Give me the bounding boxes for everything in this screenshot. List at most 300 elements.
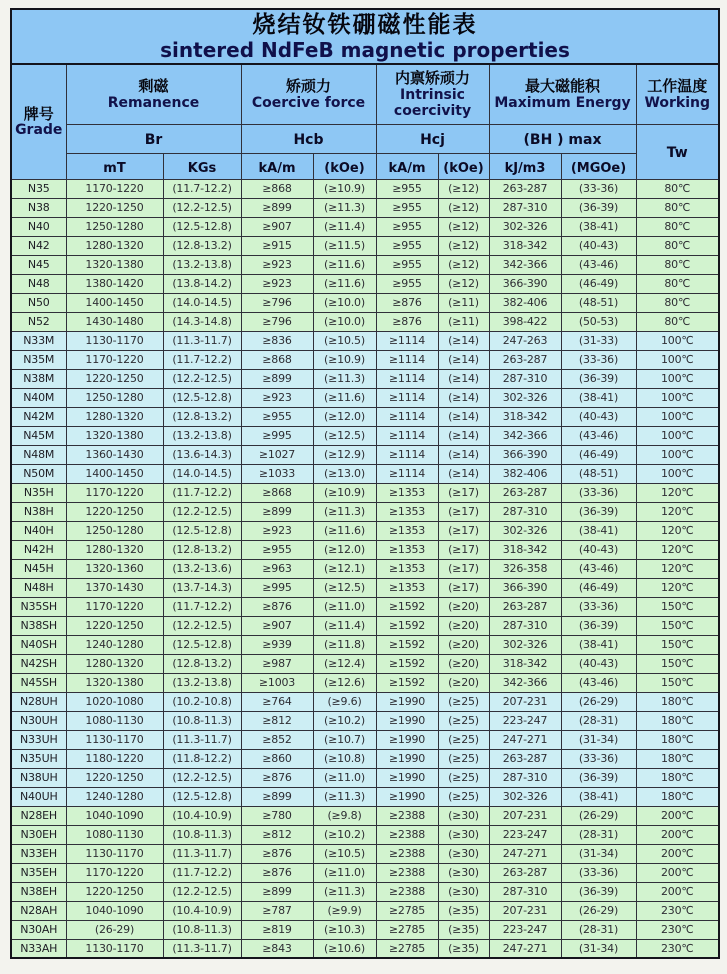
bhmax-mgoe-cell: (26-29) [561,901,636,920]
bhmax-mgoe-cell: (40-43) [561,540,636,559]
hcb-kam-cell: ≥955 [241,407,313,426]
working-temp-cell: 120℃ [636,540,719,559]
grade-cell: N45M [11,426,66,445]
br-kgs-cell: (12.5-12.8) [163,217,241,236]
hcb-koe-cell: (≥11.6) [313,388,376,407]
table-body [11,179,719,958]
br-mt-cell: 1130-1170 [66,844,163,863]
hcb-koe-cell: (≥11.0) [313,768,376,787]
br-kgs-cell: (12.8-13.2) [163,540,241,559]
hcj-koe-cell: (≥12) [438,217,489,236]
br-mt-cell: 1020-1080 [66,692,163,711]
br-kgs-cell: (10.4-10.9) [163,806,241,825]
bhmax-mgoe-cell: (31-34) [561,844,636,863]
br-mt-cell: 1080-1130 [66,711,163,730]
hcj-koe-cell: (≥11) [438,293,489,312]
bhmax-mgoe-cell: (46-49) [561,445,636,464]
table-row [11,692,719,711]
table-row [11,331,719,350]
br-mt-cell: 1320-1380 [66,255,163,274]
table-row [11,312,719,331]
hcj-koe-cell: (≥11) [438,312,489,331]
br-mt-cell: 1360-1430 [66,445,163,464]
hcb-koe-cell: (≥10.8) [313,749,376,768]
grade-cell: N33EH [11,844,66,863]
working-temp-cell: 80℃ [636,179,719,198]
table-row [11,426,719,445]
hcb-koe-cell: (≥10.5) [313,331,376,350]
bhmax-mgoe-cell: (38-41) [561,388,636,407]
hcb-kam-cell: ≥1003 [241,673,313,692]
bhmax-mgoe-cell: (48-51) [561,464,636,483]
br-mt-cell: 1220-1250 [66,502,163,521]
grade-cell: N40SH [11,635,66,654]
hcj-koe-cell: (≥12) [438,274,489,293]
hcb-kam-cell: ≥860 [241,749,313,768]
table-row [11,540,719,559]
unit-bh-mgoe: (MGOe) [561,153,636,179]
br-kgs-cell: (10.8-11.3) [163,825,241,844]
hcb-koe-cell: (≥10.6) [313,939,376,958]
table-row [11,882,719,901]
hcj-koe-cell: (≥14) [438,407,489,426]
bhmax-mgoe-cell: (33-36) [561,483,636,502]
hcb-koe-cell: (≥10.3) [313,920,376,939]
bhmax-mgoe-cell: (33-36) [561,179,636,198]
grade-cell: N30UH [11,711,66,730]
intrinsic-label-zh: 内禀矫顽力 [394,69,470,88]
bhmax-kjm3-cell: 326-358 [489,559,561,578]
table-row [11,654,719,673]
hcj-koe-cell: (≥12) [438,179,489,198]
hcj-koe-cell: (≥12) [438,198,489,217]
hcj-koe-cell: (≥20) [438,616,489,635]
bhmax-kjm3-cell: 223-247 [489,920,561,939]
hcj-koe-cell: (≥17) [438,521,489,540]
hcj-kam-cell: ≥1353 [376,521,438,540]
br-kgs-cell: (11.7-12.2) [163,597,241,616]
bhmax-kjm3-cell: 263-287 [489,350,561,369]
working-label-en: Working [644,94,711,111]
hcj-kam-cell: ≥2785 [376,939,438,958]
hcj-koe-cell: (≥30) [438,844,489,863]
hcj-kam-cell: ≥876 [376,312,438,331]
max-energy-label-en: Maximum Energy [494,94,631,111]
br-kgs-cell: (12.2-12.5) [163,882,241,901]
hcb-koe-cell: (≥11.3) [313,369,376,388]
hcb-koe-cell: (≥10.0) [313,312,376,331]
working-temp-cell: 80℃ [636,312,719,331]
bhmax-kjm3-cell: 342-366 [489,673,561,692]
bhmax-mgoe-cell: (36-39) [561,882,636,901]
br-kgs-cell: (11.7-12.2) [163,483,241,502]
unit-hcb-koe: (kOe) [313,153,376,179]
table-row [11,825,719,844]
bhmax-mgoe-cell: (43-46) [561,255,636,274]
table-row [11,293,719,312]
bhmax-kjm3-cell: 287-310 [489,768,561,787]
hcj-kam-cell: ≥2388 [376,882,438,901]
bhmax-kjm3-cell: 287-310 [489,882,561,901]
br-mt-cell: 1040-1090 [66,806,163,825]
hcb-kam-cell: ≥852 [241,730,313,749]
bhmax-kjm3-cell: 382-406 [489,293,561,312]
hcj-kam-cell: ≥1114 [376,407,438,426]
bhmax-mgoe-cell: (38-41) [561,787,636,806]
bhmax-kjm3-cell: 247-271 [489,730,561,749]
br-mt-cell: (26-29) [66,920,163,939]
bhmax-kjm3-cell: 247-271 [489,939,561,958]
table-row [11,749,719,768]
grade-cell: N40UH [11,787,66,806]
working-temp-cell: 150℃ [636,635,719,654]
br-mt-cell: 1130-1170 [66,331,163,350]
bhmax-kjm3-cell: 318-342 [489,407,561,426]
hcb-kam-cell: ≥836 [241,331,313,350]
hcb-koe-cell: (≥12.9) [313,445,376,464]
hcb-koe-cell: (≥11.4) [313,217,376,236]
hcj-kam-cell: ≥1592 [376,597,438,616]
hcj-koe-cell: (≥14) [438,426,489,445]
table-row [11,559,719,578]
hcj-kam-cell: ≥1114 [376,369,438,388]
coercive-label-zh: 矫顽力 [285,77,331,96]
hcj-koe-cell: (≥17) [438,559,489,578]
header-group-row [11,64,719,124]
br-mt-cell: 1220-1250 [66,369,163,388]
hcj-kam-cell: ≥2388 [376,844,438,863]
bhmax-mgoe-cell: (40-43) [561,236,636,255]
remanence-label-en: Remanence [107,94,200,111]
hcj-kam-cell: ≥1353 [376,540,438,559]
br-kgs-cell: (12.5-12.8) [163,787,241,806]
hcb-kam-cell: ≥987 [241,654,313,673]
br-mt-cell: 1250-1280 [66,217,163,236]
working-temp-cell: 100℃ [636,445,719,464]
bhmax-kjm3-cell: 366-390 [489,578,561,597]
working-temp-cell: 100℃ [636,426,719,445]
br-kgs-cell: (13.8-14.2) [163,274,241,293]
hcb-kam-cell: ≥923 [241,388,313,407]
working-temp-cell: 80℃ [636,293,719,312]
hcb-kam-cell: ≥876 [241,597,313,616]
br-mt-cell: 1180-1220 [66,749,163,768]
working-temp-cell: 200℃ [636,825,719,844]
br-mt-cell: 1380-1420 [66,274,163,293]
hcb-koe-cell: (≥11.0) [313,863,376,882]
hcb-kam-cell: ≥876 [241,844,313,863]
hcb-koe-cell: (≥11.0) [313,597,376,616]
br-kgs-cell: (14.3-14.8) [163,312,241,331]
bhmax-mgoe-cell: (36-39) [561,198,636,217]
hcb-koe-cell: (≥11.3) [313,502,376,521]
hcb-koe-cell: (≥10.2) [313,825,376,844]
br-mt-cell: 1280-1320 [66,236,163,255]
hcb-koe-cell: (≥11.3) [313,787,376,806]
hcb-kam-cell: ≥868 [241,350,313,369]
hcb-kam-cell: ≥764 [241,692,313,711]
working-temp-cell: 100℃ [636,464,719,483]
br-mt-cell: 1170-1220 [66,179,163,198]
unit-hcb-kam: kA/m [241,153,313,179]
working-temp-cell: 80℃ [636,217,719,236]
hcj-kam-cell: ≥1990 [376,768,438,787]
bhmax-kjm3-cell: 207-231 [489,901,561,920]
hcb-koe-cell: (≥9.8) [313,806,376,825]
column-header-coercive-force [241,64,376,124]
hcj-kam-cell: ≥1990 [376,749,438,768]
hcb-koe-cell: (≥11.5) [313,236,376,255]
br-mt-cell: 1240-1280 [66,787,163,806]
br-kgs-cell: (11.7-12.2) [163,350,241,369]
hcj-koe-cell: (≥30) [438,882,489,901]
hcj-koe-cell: (≥14) [438,388,489,407]
hcb-koe-cell: (≥12.4) [313,654,376,673]
hcb-kam-cell: ≥963 [241,559,313,578]
bhmax-mgoe-cell: (33-36) [561,597,636,616]
hcb-koe-cell: (≥11.4) [313,616,376,635]
symbol-tw: Tw [636,124,719,179]
bhmax-mgoe-cell: (48-51) [561,293,636,312]
grade-cell: N38SH [11,616,66,635]
br-kgs-cell: (11.7-12.2) [163,179,241,198]
hcj-kam-cell: ≥955 [376,179,438,198]
br-kgs-cell: (10.8-11.3) [163,920,241,939]
working-temp-cell: 200℃ [636,844,719,863]
table-row [11,673,719,692]
grade-cell: N42 [11,236,66,255]
bhmax-mgoe-cell: (38-41) [561,217,636,236]
br-mt-cell: 1040-1090 [66,901,163,920]
working-temp-cell: 120℃ [636,502,719,521]
grade-cell: N50 [11,293,66,312]
bhmax-mgoe-cell: (31-34) [561,730,636,749]
hcb-kam-cell: ≥899 [241,369,313,388]
br-kgs-cell: (10.4-10.9) [163,901,241,920]
bhmax-kjm3-cell: 263-287 [489,863,561,882]
br-kgs-cell: (12.2-12.5) [163,369,241,388]
bhmax-kjm3-cell: 263-287 [489,749,561,768]
br-kgs-cell: (11.7-12.2) [163,863,241,882]
bhmax-mgoe-cell: (28-31) [561,920,636,939]
working-temp-cell: 180℃ [636,749,719,768]
table-row [11,901,719,920]
hcj-koe-cell: (≥25) [438,787,489,806]
br-mt-cell: 1220-1250 [66,768,163,787]
grade-cell: N38EH [11,882,66,901]
br-mt-cell: 1240-1280 [66,635,163,654]
br-kgs-cell: (12.8-13.2) [163,654,241,673]
br-mt-cell: 1080-1130 [66,825,163,844]
hcb-kam-cell: ≥868 [241,179,313,198]
hcb-kam-cell: ≥868 [241,483,313,502]
hcb-kam-cell: ≥876 [241,768,313,787]
unit-br-kgs: KGs [163,153,241,179]
working-temp-cell: 100℃ [636,331,719,350]
hcb-koe-cell: (≥10.7) [313,730,376,749]
table-row [11,521,719,540]
table-row [11,616,719,635]
working-temp-cell: 180℃ [636,787,719,806]
grade-cell: N35M [11,350,66,369]
column-header-intrinsic-coercivity [376,64,489,124]
br-kgs-cell: (10.2-10.8) [163,692,241,711]
grade-cell: N38UH [11,768,66,787]
bhmax-kjm3-cell: 302-326 [489,388,561,407]
grade-cell: N40 [11,217,66,236]
working-temp-cell: 120℃ [636,559,719,578]
hcb-koe-cell: (≥11.6) [313,521,376,540]
hcj-koe-cell: (≥14) [438,331,489,350]
bhmax-mgoe-cell: (36-39) [561,616,636,635]
hcb-kam-cell: ≥843 [241,939,313,958]
hcb-koe-cell: (≥10.5) [313,844,376,863]
grade-cell: N28UH [11,692,66,711]
hcb-koe-cell: (≥9.6) [313,692,376,711]
bhmax-mgoe-cell: (40-43) [561,407,636,426]
hcb-kam-cell: ≥796 [241,293,313,312]
hcj-kam-cell: ≥1114 [376,350,438,369]
hcb-kam-cell: ≥899 [241,502,313,521]
bhmax-kjm3-cell: 302-326 [489,521,561,540]
max-energy-label-zh: 最大磁能积 [524,77,600,96]
working-temp-cell: 230℃ [636,901,719,920]
br-kgs-cell: (13.2-13.8) [163,426,241,445]
br-mt-cell: 1170-1220 [66,350,163,369]
page-title [11,9,719,64]
br-mt-cell: 1280-1320 [66,654,163,673]
grade-cell: N33UH [11,730,66,749]
column-header-remanence [66,64,241,124]
br-mt-cell: 1400-1450 [66,464,163,483]
hcj-koe-cell: (≥14) [438,350,489,369]
hcj-kam-cell: ≥1353 [376,502,438,521]
br-kgs-cell: (11.3-11.7) [163,730,241,749]
working-temp-cell: 180℃ [636,768,719,787]
grade-cell: N45 [11,255,66,274]
br-kgs-cell: (14.0-14.5) [163,293,241,312]
bhmax-kjm3-cell: 366-390 [489,274,561,293]
grade-cell: N35UH [11,749,66,768]
working-temp-cell: 80℃ [636,236,719,255]
grade-label-zh: 牌号 [23,104,54,123]
hcb-kam-cell: ≥995 [241,578,313,597]
hcj-koe-cell: (≥12) [438,236,489,255]
grade-cell: N48H [11,578,66,597]
table-row [11,350,719,369]
grade-cell: N38H [11,502,66,521]
hcb-koe-cell: (≥10.9) [313,179,376,198]
grade-cell: N35SH [11,597,66,616]
bhmax-kjm3-cell: 342-366 [489,426,561,445]
bhmax-mgoe-cell: (36-39) [561,369,636,388]
hcb-koe-cell: (≥9.9) [313,901,376,920]
hcb-kam-cell: ≥876 [241,863,313,882]
symbol-br: Br [66,124,241,153]
br-mt-cell: 1320-1360 [66,559,163,578]
br-kgs-cell: (12.8-13.2) [163,407,241,426]
br-mt-cell: 1280-1320 [66,540,163,559]
hcb-kam-cell: ≥812 [241,825,313,844]
title-chinese: 烧结钕铁硼磁性能表 [252,12,478,39]
bhmax-mgoe-cell: (38-41) [561,521,636,540]
grade-cell: N35EH [11,863,66,882]
bhmax-kjm3-cell: 302-326 [489,787,561,806]
hcb-koe-cell: (≥10.2) [313,711,376,730]
table-row [11,578,719,597]
working-temp-cell: 100℃ [636,350,719,369]
bhmax-kjm3-cell: 287-310 [489,198,561,217]
grade-cell: N30AH [11,920,66,939]
working-temp-cell: 80℃ [636,255,719,274]
working-temp-cell: 200℃ [636,806,719,825]
hcb-koe-cell: (≥10.9) [313,350,376,369]
hcb-kam-cell: ≥915 [241,236,313,255]
table-row [11,844,719,863]
bhmax-mgoe-cell: (36-39) [561,502,636,521]
hcj-koe-cell: (≥35) [438,920,489,939]
hcb-kam-cell: ≥796 [241,312,313,331]
hcj-kam-cell: ≥955 [376,217,438,236]
table-row [11,863,719,882]
working-temp-cell: 120℃ [636,521,719,540]
hcj-kam-cell: ≥1353 [376,559,438,578]
br-kgs-cell: (12.2-12.5) [163,616,241,635]
hcj-koe-cell: (≥25) [438,768,489,787]
working-temp-cell: 180℃ [636,711,719,730]
hcj-koe-cell: (≥17) [438,540,489,559]
table-row [11,407,719,426]
hcj-koe-cell: (≥17) [438,502,489,521]
hcj-koe-cell: (≥20) [438,673,489,692]
grade-cell: N30EH [11,825,66,844]
working-temp-cell: 150℃ [636,673,719,692]
br-kgs-cell: (13.7-14.3) [163,578,241,597]
hcj-koe-cell: (≥14) [438,369,489,388]
br-kgs-cell: (11.3-11.7) [163,939,241,958]
hcb-kam-cell: ≥1033 [241,464,313,483]
table-row [11,939,719,958]
hcj-kam-cell: ≥1114 [376,388,438,407]
working-temp-cell: 100℃ [636,388,719,407]
hcb-kam-cell: ≥899 [241,787,313,806]
grade-cell: N33AH [11,939,66,958]
bhmax-kjm3-cell: 287-310 [489,616,561,635]
hcb-koe-cell: (≥12.0) [313,407,376,426]
hcj-kam-cell: ≥2388 [376,863,438,882]
bhmax-mgoe-cell: (50-53) [561,312,636,331]
working-temp-cell: 80℃ [636,198,719,217]
br-kgs-cell: (12.5-12.8) [163,521,241,540]
br-kgs-cell: (12.8-13.2) [163,236,241,255]
bhmax-mgoe-cell: (46-49) [561,274,636,293]
working-temp-cell: 180℃ [636,692,719,711]
hcb-kam-cell: ≥812 [241,711,313,730]
hcj-koe-cell: (≥25) [438,711,489,730]
hcj-kam-cell: ≥955 [376,274,438,293]
column-header-grade [11,64,66,179]
grade-cell: N50M [11,464,66,483]
bhmax-kjm3-cell: 263-287 [489,597,561,616]
title-row [11,9,719,64]
bhmax-mgoe-cell: (33-36) [561,749,636,768]
table-row [11,274,719,293]
hcj-koe-cell: (≥25) [438,692,489,711]
grade-cell: N40H [11,521,66,540]
grade-cell: N45SH [11,673,66,692]
bhmax-kjm3-cell: 318-342 [489,236,561,255]
table-row [11,388,719,407]
